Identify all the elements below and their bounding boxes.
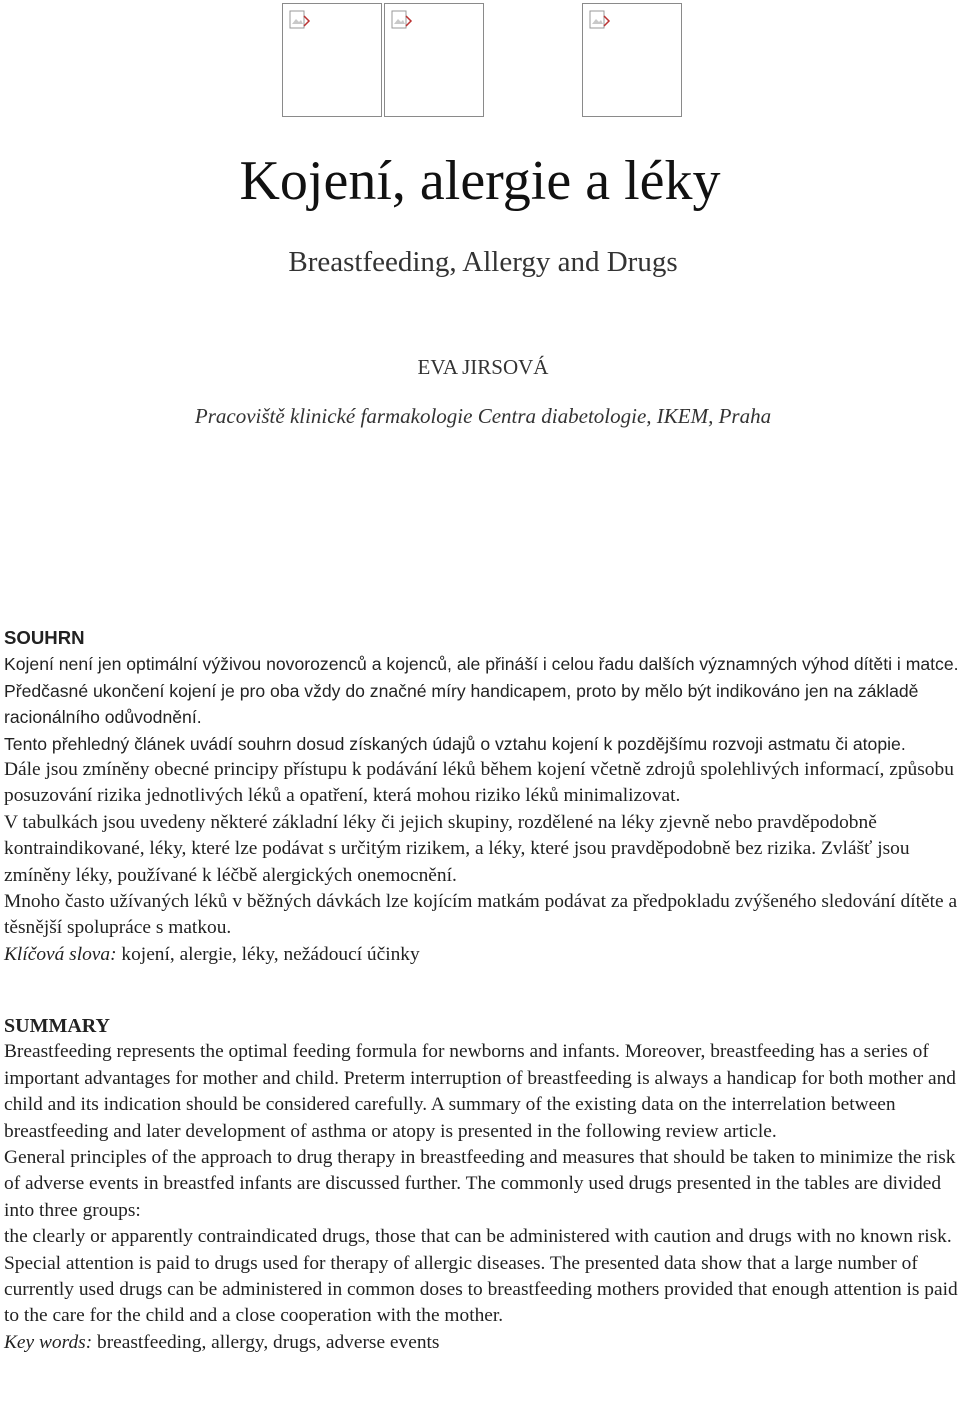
keywords-value: breastfeeding, allergy, drugs, adverse events [92, 1331, 440, 1353]
image-placeholder-3 [582, 3, 682, 117]
souhrn-paragraph: Dále jsou zmíněny obecné principy přístupu k podávání léků během kojení včetně zdrojů spolehlivých informací, způsobu posuzování rizika jednotlivých léků a opatření, která mohou riziko léků minimalizovat. [4, 759, 954, 807]
author-name: EVA JIRSOVÁ [417, 355, 549, 379]
image-placeholder-1 [282, 3, 382, 117]
souhrn-heading: SOUHRN [4, 627, 85, 648]
summary-paragraph: General principles of the approach to drug therapy in breastfeeding and measures that should be taken to minimize the risk of adverse events in breastfed infants are discussed further. The commonly used drugs presented in the tables are divided into three groups: [4, 1147, 956, 1221]
broken-image-icon [289, 10, 311, 32]
summary-paragraph: Breastfeeding represents the optimal feeding formula for newborns and infants. Moreover, breastfeeding has a series of important advantages for mother and child. Preterm interruption of breastfeeding is always a handicap for both mother and child and its indication should be considered carefully. A summary of the existing data on the interrelation between breastfeeding and later development of asthma or atopy is presented in the following review article. [4, 1041, 956, 1142]
keywords-value: kojení, alergie, léky, nežádoucí účinky [116, 943, 420, 965]
abstract-english [4, 1013, 960, 1356]
abstract-czech [4, 625, 960, 968]
souhrn-paragraph: V tabulkách jsou uvedeny některé základní léky či jejich skupiny, rozdělené na léky zjevně nebo pravděpodobně kontraindikované, léky, které lze podávat s určitým rizikem, a léky, které jsou pravděpodobně bez rizika. Zvlášť jsou zmíněny léky, používané k léčbě alergických onemocnění. [4, 811, 910, 886]
author-affiliation: Pracoviště klinické farmakologie Centra diabetologie, IKEM, Praha [194, 404, 772, 428]
keywords-label: Key words: [4, 1331, 93, 1353]
souhrn-paragraph: Tento přehledný článek uvádí souhrn dosud získaných údajů o vztahu kojení k pozdějšímu rozvoji astmatu či atopie. [4, 733, 906, 754]
image-placeholder-2 [384, 3, 484, 117]
summary-keywords [4, 1330, 960, 1356]
souhrn-paragraph: Kojení není jen optimální výživou novorozenců a kojenců, ale přináší i celou řadu dalších významných výhod dítěti i matce. Předčasné ukončení kojení je pro oba vždy do značné míry handicapem, proto by mělo být indikováno jen na základě racionálního odůvodnění. [4, 654, 959, 728]
article-title: Kojení, alergie a léky [239, 150, 721, 212]
souhrn-keywords [4, 942, 960, 968]
souhrn-paragraph: Mnoho často užívaných léků v běžných dávkách lze kojícím matkám podávat za předpokladu zvýšeného sledování dítěte a těsnější spolupráce s matkou. [4, 891, 958, 939]
broken-image-icon [391, 10, 413, 32]
broken-image-icon [589, 10, 611, 32]
summary-paragraph: the clearly or apparently contraindicated drugs, those that can be administered with caution and drugs with no known risk. Special attention is paid to drugs used for therapy of allergic diseases. The presented data show that a large number of currently used drugs can be administered in common doses to breastfeeding mothers provided that enough attention is paid to the care for the child and a close cooperation with the mother. [4, 1226, 958, 1327]
summary-heading: SUMMARY [4, 1015, 110, 1037]
article-subtitle: Breastfeeding, Allergy and Drugs [288, 246, 678, 278]
keywords-label: Klíčová slova: [4, 943, 117, 965]
